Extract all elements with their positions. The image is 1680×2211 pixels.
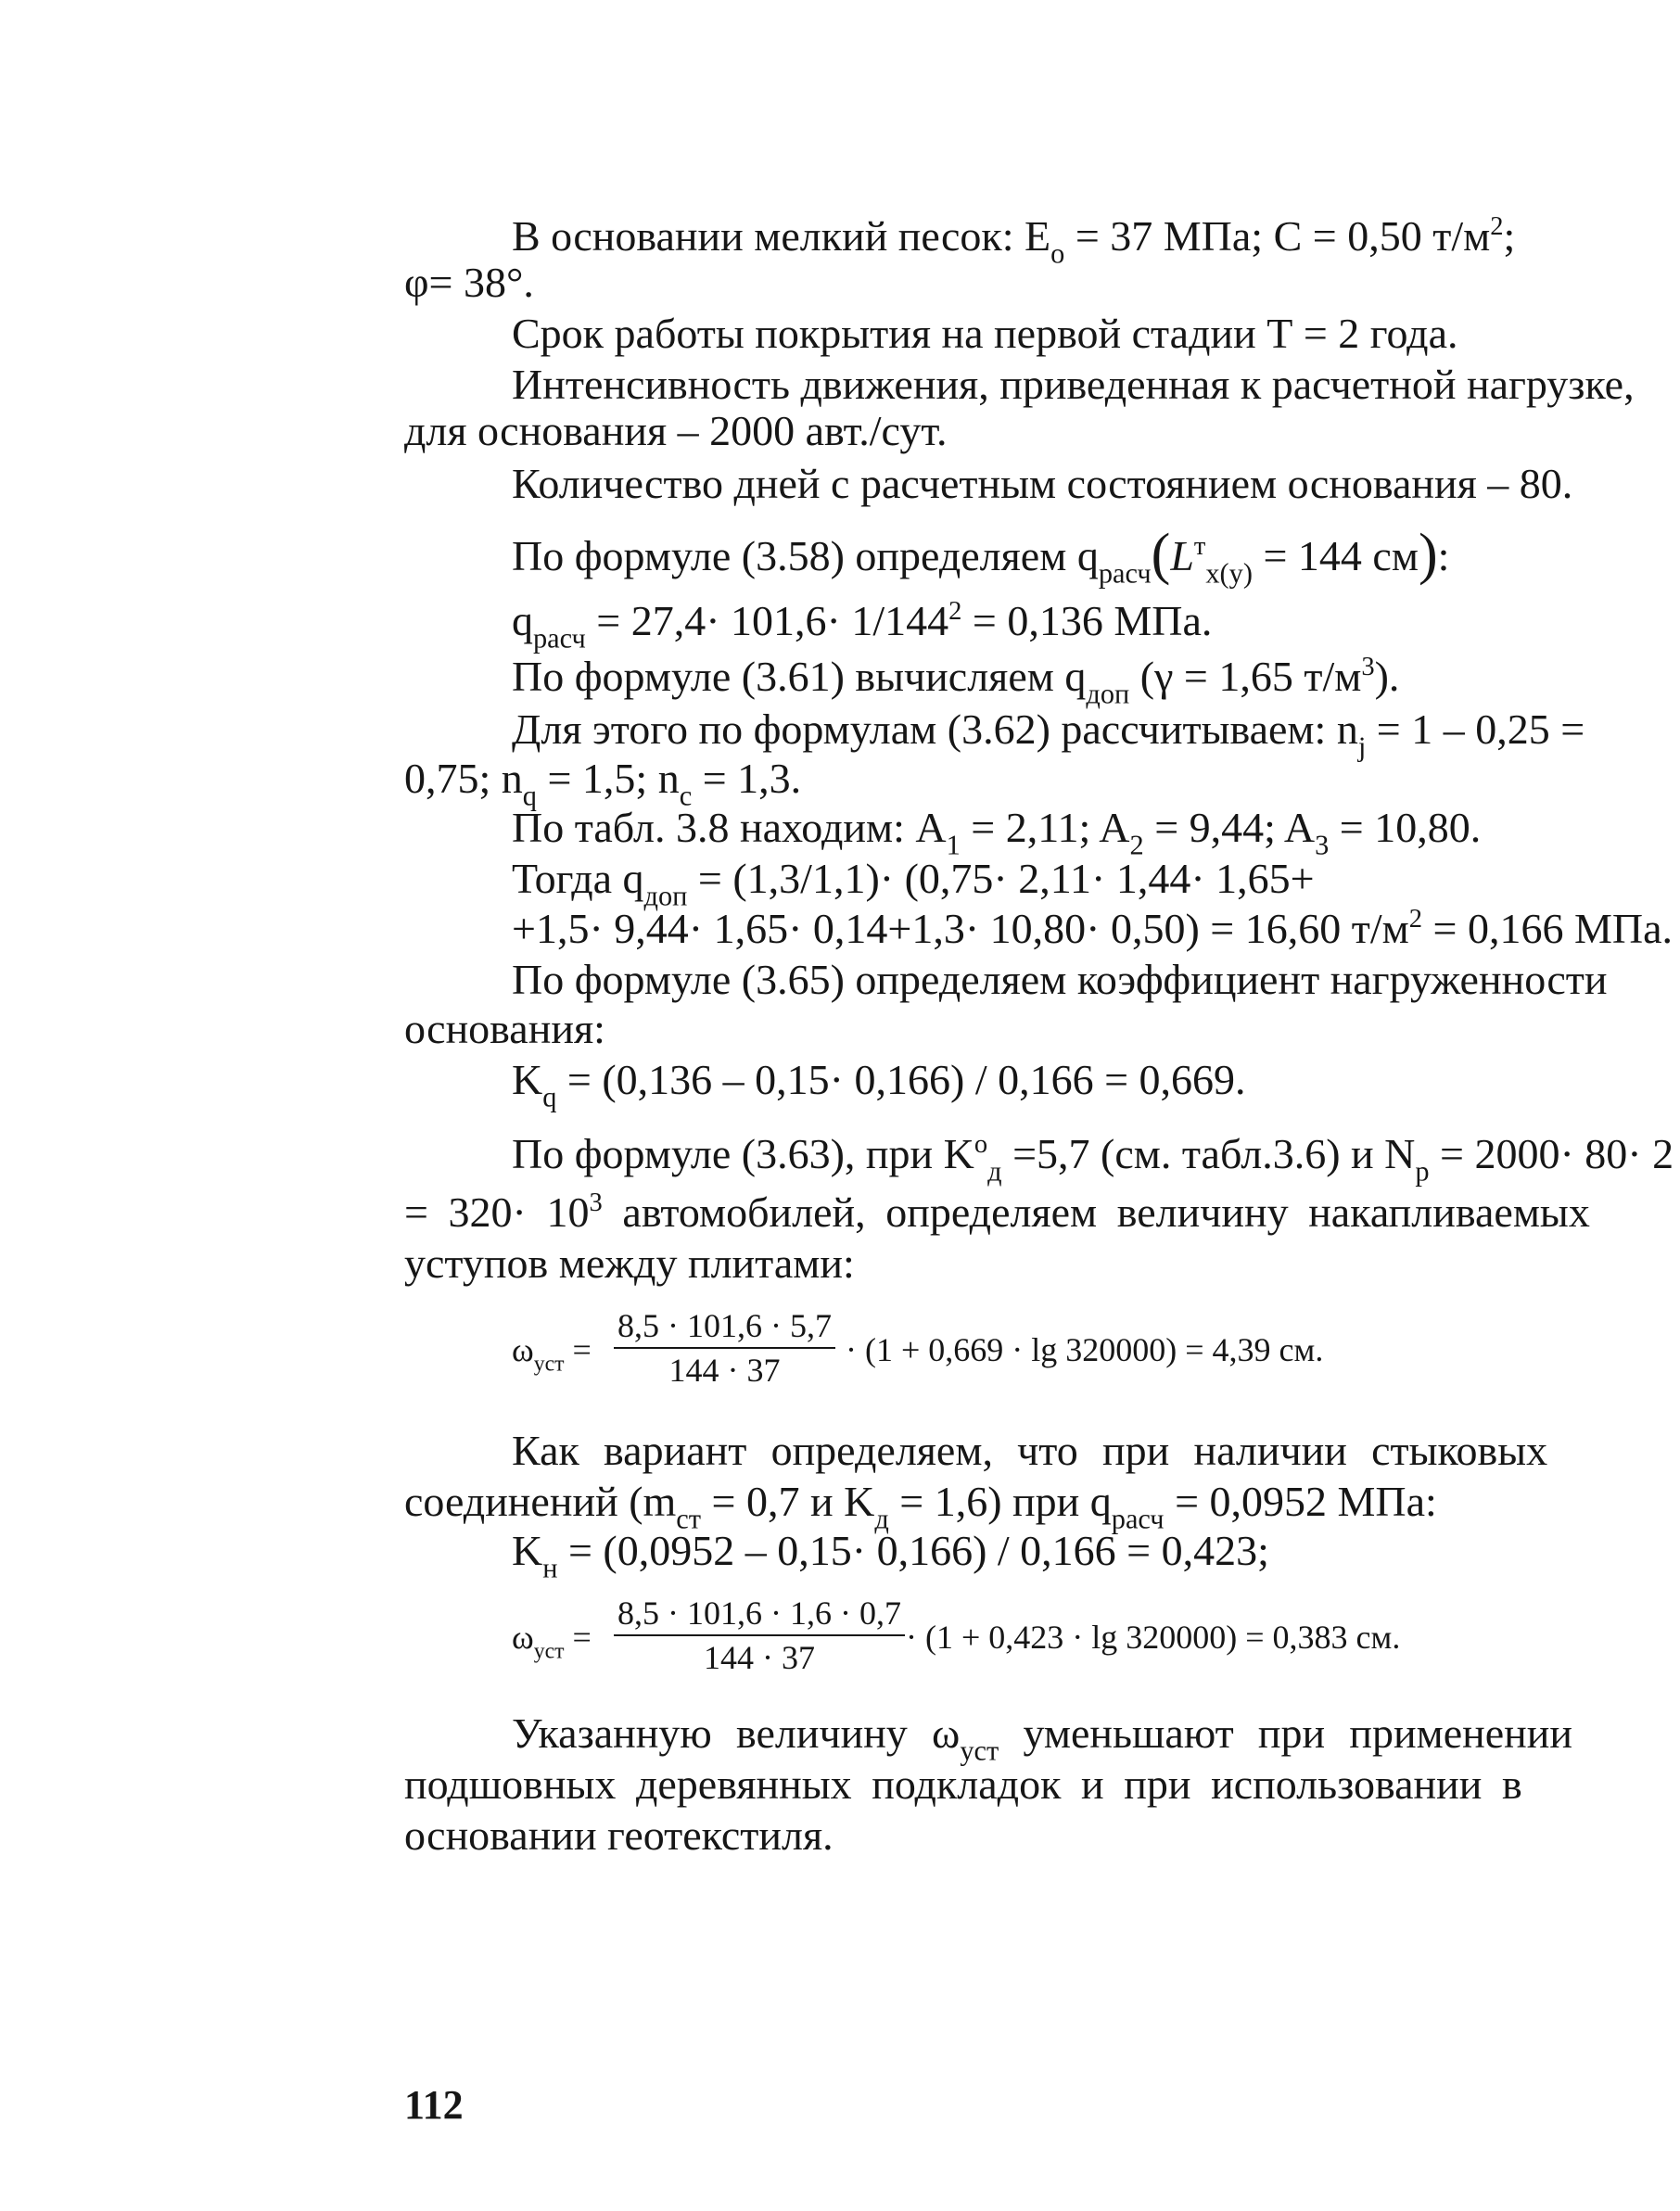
text: = 0,0952 МПа: bbox=[1164, 1478, 1437, 1525]
text: По формуле (3.65) определяем коэффициент нагруженности bbox=[512, 956, 1608, 1003]
subscript: доп bbox=[643, 880, 688, 912]
text-line-3 bbox=[512, 306, 1680, 362]
superscript: 2 bbox=[1490, 211, 1504, 241]
superscript: 3 bbox=[1361, 652, 1375, 681]
text-line-5 bbox=[404, 403, 1597, 459]
subscript: ст bbox=[676, 1503, 702, 1535]
subscript: о bbox=[1050, 237, 1065, 270]
fraction-denominator: 144 · 37 bbox=[668, 1352, 781, 1389]
text: Количество дней с расчетным состоянием основания – 80. bbox=[512, 460, 1573, 507]
text-line-15 bbox=[512, 952, 1680, 1008]
subscript: j bbox=[1357, 731, 1367, 763]
paren-close: ) bbox=[1418, 523, 1438, 587]
text: = 320· 10 bbox=[404, 1188, 590, 1236]
paren-open: ( bbox=[1151, 523, 1171, 587]
text: ). bbox=[1374, 653, 1400, 700]
formula-omega-1 bbox=[512, 1302, 1346, 1414]
subscript: расч bbox=[533, 622, 586, 654]
text: = (0,136 – 0,15· 0,166) / 0,166 = 0,669. bbox=[556, 1056, 1246, 1103]
text: По табл. 3.8 находим: A bbox=[512, 804, 947, 851]
subscript: p bbox=[1415, 1155, 1430, 1188]
text: φ= 38°. bbox=[404, 259, 534, 306]
subscript: уст bbox=[960, 1734, 999, 1767]
text: По формуле (3.61) вычисляем q bbox=[512, 653, 1087, 700]
subscript: расч bbox=[1098, 557, 1152, 590]
text: (γ = 1,65 т/м bbox=[1129, 653, 1362, 700]
text-line-24 bbox=[512, 1706, 1680, 1767]
text: автомобилей, определяем величину накапливаемых bbox=[602, 1188, 1590, 1236]
text: = 2000· 80· 2 bbox=[1429, 1130, 1674, 1177]
text: Срок работы покрытия на первой стадии Т = 2 года. bbox=[512, 310, 1458, 357]
text-line-14 bbox=[512, 901, 1680, 957]
formula-lhs bbox=[512, 1330, 592, 1377]
formula-rhs: · (1 + 0,669 · lg 320000) = 4,39 см. bbox=[846, 1331, 1324, 1368]
text: = 1,6) при q bbox=[888, 1478, 1112, 1525]
text-line-22 bbox=[404, 1474, 1597, 1535]
text-line-6 bbox=[512, 456, 1680, 512]
superscript: 2 bbox=[948, 596, 962, 626]
text: подшовных деревянных подкладок и при использовании в bbox=[404, 1760, 1522, 1808]
text: = (1,3/1,1)· (0,75· 2,11· 1,44· 1,65+ bbox=[687, 855, 1315, 902]
text-line-19 bbox=[404, 1185, 1597, 1240]
subscript: д bbox=[874, 1503, 889, 1535]
formula-omega-2 bbox=[512, 1590, 1439, 1701]
superscript: о bbox=[974, 1129, 988, 1159]
omega-symbol: ω bbox=[512, 1619, 534, 1656]
subscript: уст bbox=[533, 1639, 565, 1664]
subscript: доп bbox=[1086, 678, 1130, 710]
fraction-numerator: 8,5 · 101,6 · 1,6 · 0,7 bbox=[617, 1595, 901, 1632]
superscript: 2 bbox=[1408, 904, 1422, 934]
subscript: q bbox=[522, 780, 537, 812]
text: соединений (m bbox=[404, 1478, 677, 1525]
text: = 2,11; A bbox=[960, 804, 1130, 851]
fraction-numerator: 8,5 · 101,6 · 5,7 bbox=[617, 1307, 832, 1344]
text: = 0,166 МПа. bbox=[1422, 905, 1673, 952]
text: = 9,44; A bbox=[1143, 804, 1316, 851]
text-line-2 bbox=[404, 255, 1597, 311]
text-line-18 bbox=[512, 1126, 1680, 1188]
superscript: т bbox=[1193, 531, 1206, 561]
text: : bbox=[1437, 532, 1450, 579]
text: Как вариант определяем, что при наличии стыковых bbox=[512, 1427, 1548, 1474]
text-line-26 bbox=[404, 1808, 1597, 1863]
superscript: 3 bbox=[589, 1188, 603, 1217]
subscript: c bbox=[679, 780, 693, 812]
formula-rhs: · (1 + 0,423 · lg 320000) = 0,383 см. bbox=[906, 1619, 1401, 1656]
text: = 144 см bbox=[1252, 532, 1419, 579]
symbol-L: L bbox=[1170, 532, 1194, 579]
text: 0,75; n bbox=[404, 755, 523, 802]
text: = 10,80. bbox=[1329, 804, 1482, 851]
text: K bbox=[512, 1527, 543, 1574]
text: = 1,5; n bbox=[536, 755, 680, 802]
text: основания: bbox=[404, 1005, 605, 1052]
equals: = bbox=[564, 1619, 592, 1656]
text-line-11 bbox=[404, 751, 1597, 812]
omega-symbol: ω bbox=[512, 1331, 534, 1368]
text: ; bbox=[1503, 212, 1516, 260]
text: Для этого по формулам (3.62) рассчитываем: n bbox=[512, 705, 1358, 753]
text: = 0,136 МПа. bbox=[961, 597, 1213, 644]
subscript: q bbox=[542, 1081, 557, 1113]
text: = 0,7 и K bbox=[701, 1478, 875, 1525]
subscript: н bbox=[542, 1552, 558, 1584]
text-line-7 bbox=[512, 523, 1680, 590]
text: = 27,4· 101,6· 1/144 bbox=[585, 597, 949, 644]
text-line-10 bbox=[512, 702, 1680, 763]
text: = (0,0952 – 0,15· 0,166) / 0,166 = 0,423; bbox=[557, 1527, 1269, 1574]
text: уменьшают при применении bbox=[999, 1709, 1573, 1757]
text-line-13 bbox=[512, 851, 1680, 912]
equals: = bbox=[564, 1331, 592, 1368]
subscript: 1 bbox=[946, 829, 961, 861]
text: K bbox=[512, 1056, 543, 1103]
text-line-9 bbox=[512, 649, 1680, 710]
subscript: расч bbox=[1111, 1503, 1165, 1535]
text: = 37 МПа; С = 0,50 т/м bbox=[1064, 212, 1491, 260]
fraction-denominator: 144 · 37 bbox=[703, 1639, 815, 1676]
subscript: уст bbox=[533, 1352, 565, 1377]
text-line-23 bbox=[512, 1523, 1680, 1584]
text: основании геотекстиля. bbox=[404, 1811, 834, 1859]
text: В основании мелкий песок: E bbox=[512, 212, 1051, 260]
fraction-bar bbox=[614, 1634, 905, 1636]
page-number: 112 bbox=[404, 2082, 464, 2128]
subscript: 2 bbox=[1129, 829, 1144, 861]
subscript: д bbox=[987, 1155, 1002, 1188]
text-line-12 bbox=[512, 800, 1680, 861]
text: По формуле (3.63), при K bbox=[512, 1130, 974, 1177]
fraction-bar bbox=[614, 1347, 835, 1349]
text-line-25 bbox=[404, 1757, 1597, 1812]
fraction bbox=[614, 1306, 835, 1390]
text-line-21 bbox=[512, 1423, 1680, 1479]
text: По формуле (3.58) определяем q bbox=[512, 532, 1099, 579]
subscript: 3 bbox=[1315, 829, 1330, 861]
text-line-8 bbox=[512, 593, 1680, 654]
subscript: x(y) bbox=[1205, 557, 1253, 590]
text-line-16 bbox=[404, 1001, 1597, 1057]
text-line-17 bbox=[512, 1052, 1680, 1113]
text: = 1 – 0,25 = bbox=[1366, 705, 1585, 753]
fraction bbox=[614, 1594, 905, 1677]
text: q bbox=[512, 597, 533, 644]
text: уступов между плитами: bbox=[404, 1239, 855, 1287]
formula-lhs bbox=[512, 1618, 592, 1664]
text: Указанную величину ω bbox=[512, 1709, 961, 1757]
text: Тогда q bbox=[512, 855, 644, 902]
text: Интенсивность движения, приведенная к расчетной нагрузке, bbox=[512, 361, 1635, 408]
text-line-20 bbox=[404, 1236, 1597, 1291]
text: для основания – 2000 авт./сут. bbox=[404, 407, 948, 454]
text: +1,5· 9,44· 1,65· 0,14+1,3· 10,80· 0,50) = 16,60 т/м bbox=[512, 905, 1409, 952]
text: = 1,3. bbox=[692, 755, 802, 802]
text: =5,7 (см. табл.3.6) и N bbox=[1001, 1130, 1416, 1177]
